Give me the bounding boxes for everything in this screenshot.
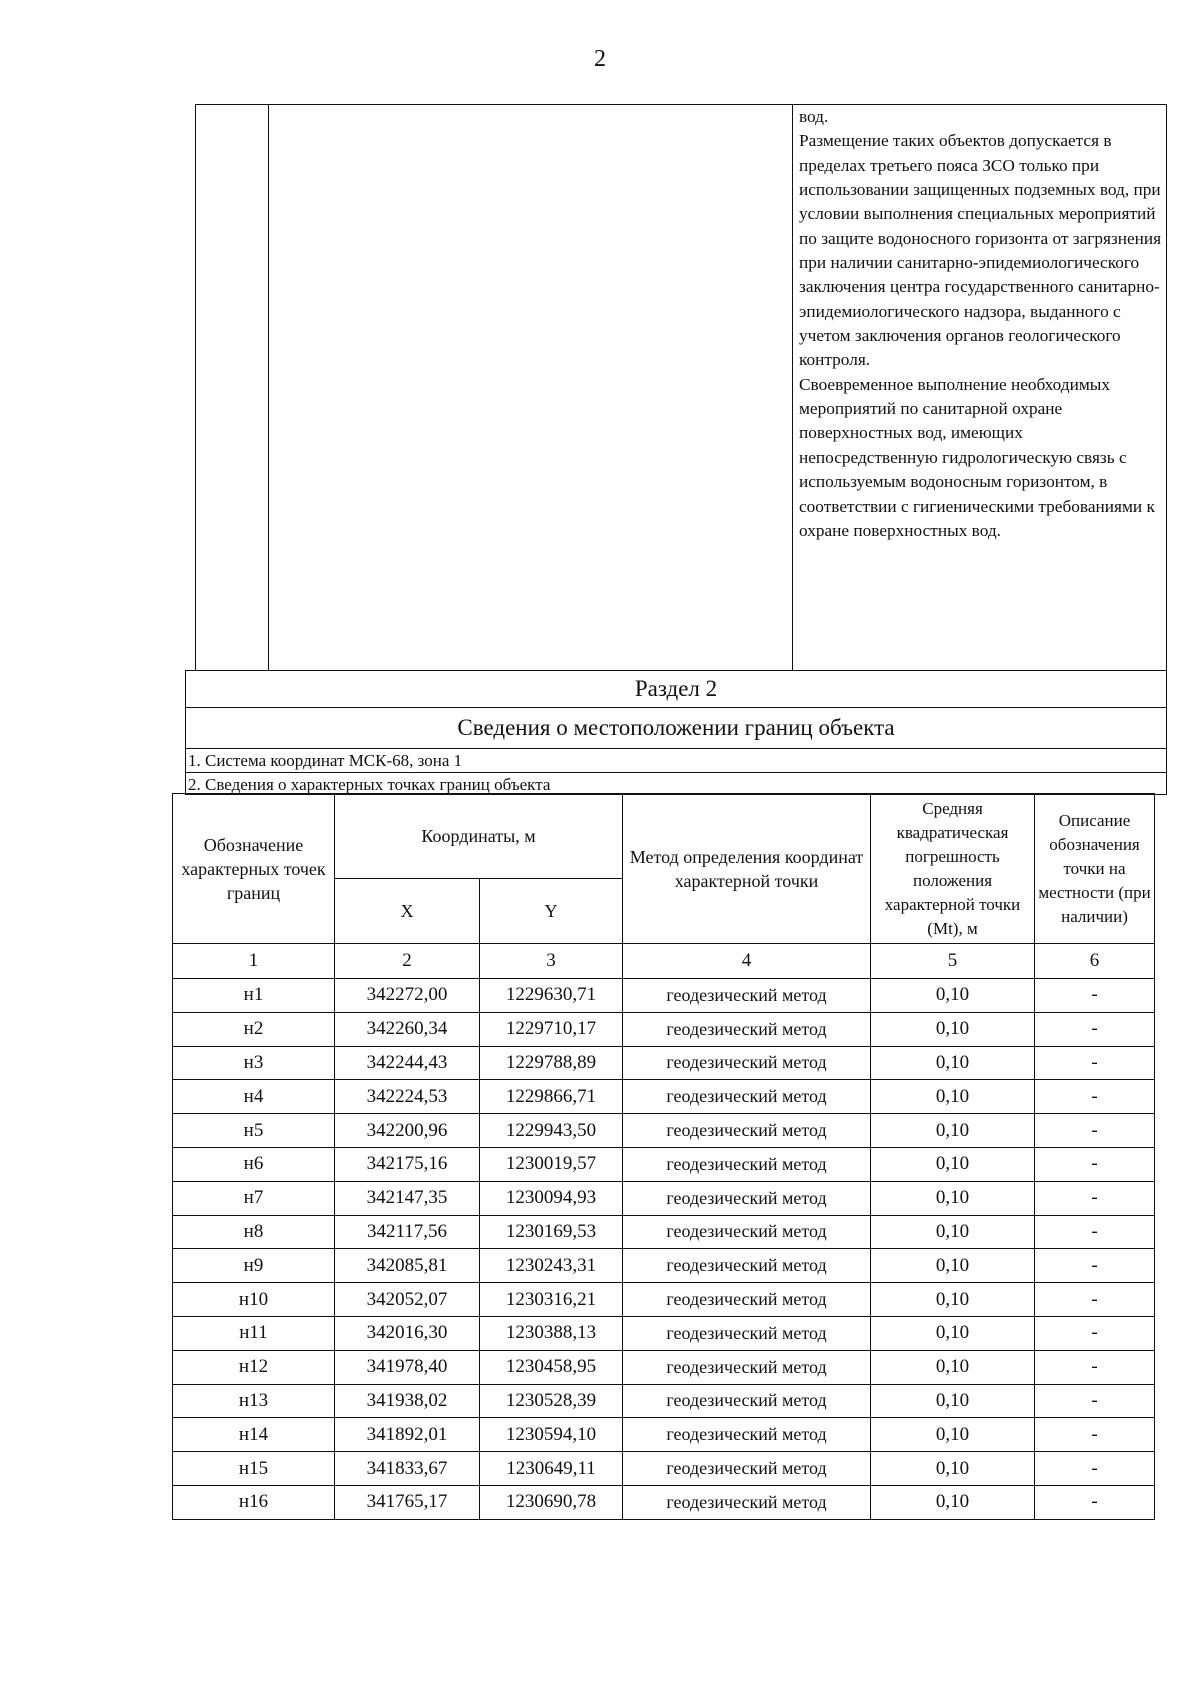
- cell-y: 1230094,93: [480, 1181, 623, 1215]
- cell-x: 342272,00: [335, 979, 480, 1013]
- cell-method: геодезический метод: [623, 1080, 871, 1114]
- cell-error: 0,10: [871, 1418, 1035, 1452]
- page-number: 2: [594, 46, 606, 72]
- column-number: 5: [871, 944, 1035, 979]
- cell-y: 1230458,95: [480, 1350, 623, 1384]
- cell-point-name: н13: [173, 1384, 335, 1418]
- coord-system-line: 1. Система координат МСК-68, зона 1: [186, 749, 1166, 773]
- cell-y: 1230169,53: [480, 1215, 623, 1249]
- cell-y: 1230243,31: [480, 1249, 623, 1283]
- cell-method: геодезический метод: [623, 1485, 871, 1519]
- cell-x: 342224,53: [335, 1080, 480, 1114]
- table-row: [173, 1452, 1155, 1486]
- boundary-points-table: [172, 793, 1155, 1520]
- cell-y: 1229630,71: [480, 979, 623, 1013]
- cell-method: геодезический метод: [623, 1316, 871, 1350]
- cell-error: 0,10: [871, 1181, 1035, 1215]
- cell-point-name: н6: [173, 1147, 335, 1181]
- cell-error: 0,10: [871, 1080, 1035, 1114]
- cell-error: 0,10: [871, 1114, 1035, 1148]
- cell-point-name: н14: [173, 1418, 335, 1452]
- table-row: [173, 1181, 1155, 1215]
- cell-y: 1230388,13: [480, 1316, 623, 1350]
- cell-method: геодезический метод: [623, 1350, 871, 1384]
- cell-y: 1230649,11: [480, 1452, 623, 1486]
- column-number: 2: [335, 944, 480, 979]
- cell-point-name: н7: [173, 1181, 335, 1215]
- cell-y: 1230690,78: [480, 1485, 623, 1519]
- cell-method: геодезический метод: [623, 1012, 871, 1046]
- cell-y: 1230019,57: [480, 1147, 623, 1181]
- cell-description: -: [1035, 1283, 1155, 1317]
- cell-error: 0,10: [871, 1283, 1035, 1317]
- cell-x: 341892,01: [335, 1418, 480, 1452]
- cell-error: 0,10: [871, 1012, 1035, 1046]
- cell-method: геодезический метод: [623, 1215, 871, 1249]
- cell-error: 0,10: [871, 1249, 1035, 1283]
- cell-description: -: [1035, 1316, 1155, 1350]
- points-heading-line: 2. Сведения о характерных точках границ объекта: [188, 775, 551, 794]
- column-number: 4: [623, 944, 871, 979]
- cell-method: геодезический метод: [623, 1452, 871, 1486]
- cell-point-name: н16: [173, 1485, 335, 1519]
- header-designation: Обозначение характерных точек границ: [173, 794, 335, 944]
- cell-description: -: [1035, 1485, 1155, 1519]
- section-subtitle: Сведения о местоположении границ объекта: [186, 708, 1166, 749]
- cell-x: 342200,96: [335, 1114, 480, 1148]
- cell-x: 341833,67: [335, 1452, 480, 1486]
- cell-description: -: [1035, 979, 1155, 1013]
- cell-point-name: н9: [173, 1249, 335, 1283]
- cell-point-name: н5: [173, 1114, 335, 1148]
- column-number: 3: [480, 944, 623, 979]
- column-number: 1: [173, 944, 335, 979]
- table-row: [173, 1316, 1155, 1350]
- cell-error: 0,10: [871, 1350, 1035, 1384]
- cell-y: 1229788,89: [480, 1046, 623, 1080]
- cell-error: 0,10: [871, 1316, 1035, 1350]
- cell-error: 0,10: [871, 1046, 1035, 1080]
- cell-description: -: [1035, 1046, 1155, 1080]
- table-row: [173, 1485, 1155, 1519]
- cell-description: -: [1035, 1114, 1155, 1148]
- cell-error: 0,10: [871, 979, 1035, 1013]
- table-row: [173, 1215, 1155, 1249]
- table-row: [173, 979, 1155, 1013]
- cell-error: 0,10: [871, 1147, 1035, 1181]
- continuation-col-number: [196, 105, 269, 670]
- table-row: [173, 1012, 1155, 1046]
- section-header: [185, 670, 1167, 795]
- header-x: X: [335, 879, 480, 944]
- cell-y: 1230528,39: [480, 1384, 623, 1418]
- cell-x: 342244,43: [335, 1046, 480, 1080]
- cell-y: 1229710,17: [480, 1012, 623, 1046]
- cell-x: 342085,81: [335, 1249, 480, 1283]
- cell-point-name: н15: [173, 1452, 335, 1486]
- cell-point-name: н4: [173, 1080, 335, 1114]
- header-description: Описание обозначения точки на местности (при наличии): [1035, 794, 1155, 944]
- header-error: Средняя квадратическая погрешность положения характерной точки (Mt), м: [871, 794, 1035, 944]
- continuation-col-name: [268, 105, 793, 670]
- continuation-text: вод. Размещение таких объектов допускается в пределах третьего пояса ЗСО только при использовании защищенных подземных вод, при условии выполнения специальных мероприятий по защите водоносного горизонта от загрязнения при наличии санитарно-эпидемиологического заключения центра государственного санитарно-эпидемиологического надзора, выданного с учетом заключения органов геологического контроля. Своевременное выполнение необходимых мероприятий по санитарной охране поверхностных вод, имеющих непосредственную гидрологическую связь с используемым водоносным горизонтом, в соответствии с гигиеническими требованиями к охране поверхностных вод.: [799, 107, 1162, 540]
- cell-description: -: [1035, 1249, 1155, 1283]
- table-row: [173, 1080, 1155, 1114]
- cell-y: 1229943,50: [480, 1114, 623, 1148]
- header-y: Y: [480, 879, 623, 944]
- cell-error: 0,10: [871, 1452, 1035, 1486]
- cell-method: геодезический метод: [623, 1249, 871, 1283]
- cell-y: 1229866,71: [480, 1080, 623, 1114]
- table-row: [173, 1147, 1155, 1181]
- cell-point-name: н3: [173, 1046, 335, 1080]
- cell-y: 1230316,21: [480, 1283, 623, 1317]
- cell-point-name: н8: [173, 1215, 335, 1249]
- header-method: Метод определения координат характерной точки: [623, 794, 871, 944]
- table-row: [173, 1283, 1155, 1317]
- cell-point-name: н12: [173, 1350, 335, 1384]
- table-body: [173, 979, 1155, 1520]
- cell-description: -: [1035, 1012, 1155, 1046]
- cell-point-name: н11: [173, 1316, 335, 1350]
- table-row: [173, 1114, 1155, 1148]
- cell-method: геодезический метод: [623, 1283, 871, 1317]
- cell-x: 342260,34: [335, 1012, 480, 1046]
- table-row: [173, 1384, 1155, 1418]
- cell-x: 341938,02: [335, 1384, 480, 1418]
- table-row: [173, 1350, 1155, 1384]
- cell-method: геодезический метод: [623, 1418, 871, 1452]
- cell-x: 342016,30: [335, 1316, 480, 1350]
- cell-description: -: [1035, 1350, 1155, 1384]
- cell-error: 0,10: [871, 1215, 1035, 1249]
- cell-method: геодезический метод: [623, 1046, 871, 1080]
- cell-point-name: н10: [173, 1283, 335, 1317]
- cell-x: 342052,07: [335, 1283, 480, 1317]
- continuation-table: [195, 104, 1167, 670]
- section-title: Раздел 2: [186, 671, 1166, 708]
- cell-error: 0,10: [871, 1485, 1035, 1519]
- cell-method: геодезический метод: [623, 1384, 871, 1418]
- cell-description: -: [1035, 1147, 1155, 1181]
- cell-description: -: [1035, 1418, 1155, 1452]
- header-coordinates: Координаты, м: [335, 794, 623, 879]
- cell-x: 342175,16: [335, 1147, 480, 1181]
- cell-description: -: [1035, 1215, 1155, 1249]
- cell-point-name: н2: [173, 1012, 335, 1046]
- table-row: [173, 1418, 1155, 1452]
- column-number: 6: [1035, 944, 1155, 979]
- cell-method: геодезический метод: [623, 979, 871, 1013]
- cell-description: -: [1035, 1181, 1155, 1215]
- cell-description: -: [1035, 1080, 1155, 1114]
- table-row: [173, 1046, 1155, 1080]
- cell-error: 0,10: [871, 1384, 1035, 1418]
- cell-y: 1230594,10: [480, 1418, 623, 1452]
- table-row: [173, 1249, 1155, 1283]
- cell-method: геодезический метод: [623, 1147, 871, 1181]
- cell-x: 341978,40: [335, 1350, 480, 1384]
- cell-x: 341765,17: [335, 1485, 480, 1519]
- cell-point-name: н1: [173, 979, 335, 1013]
- cell-method: геодезический метод: [623, 1114, 871, 1148]
- cell-description: -: [1035, 1384, 1155, 1418]
- cell-x: 342147,35: [335, 1181, 480, 1215]
- cell-description: -: [1035, 1452, 1155, 1486]
- cell-x: 342117,56: [335, 1215, 480, 1249]
- cell-method: геодезический метод: [623, 1181, 871, 1215]
